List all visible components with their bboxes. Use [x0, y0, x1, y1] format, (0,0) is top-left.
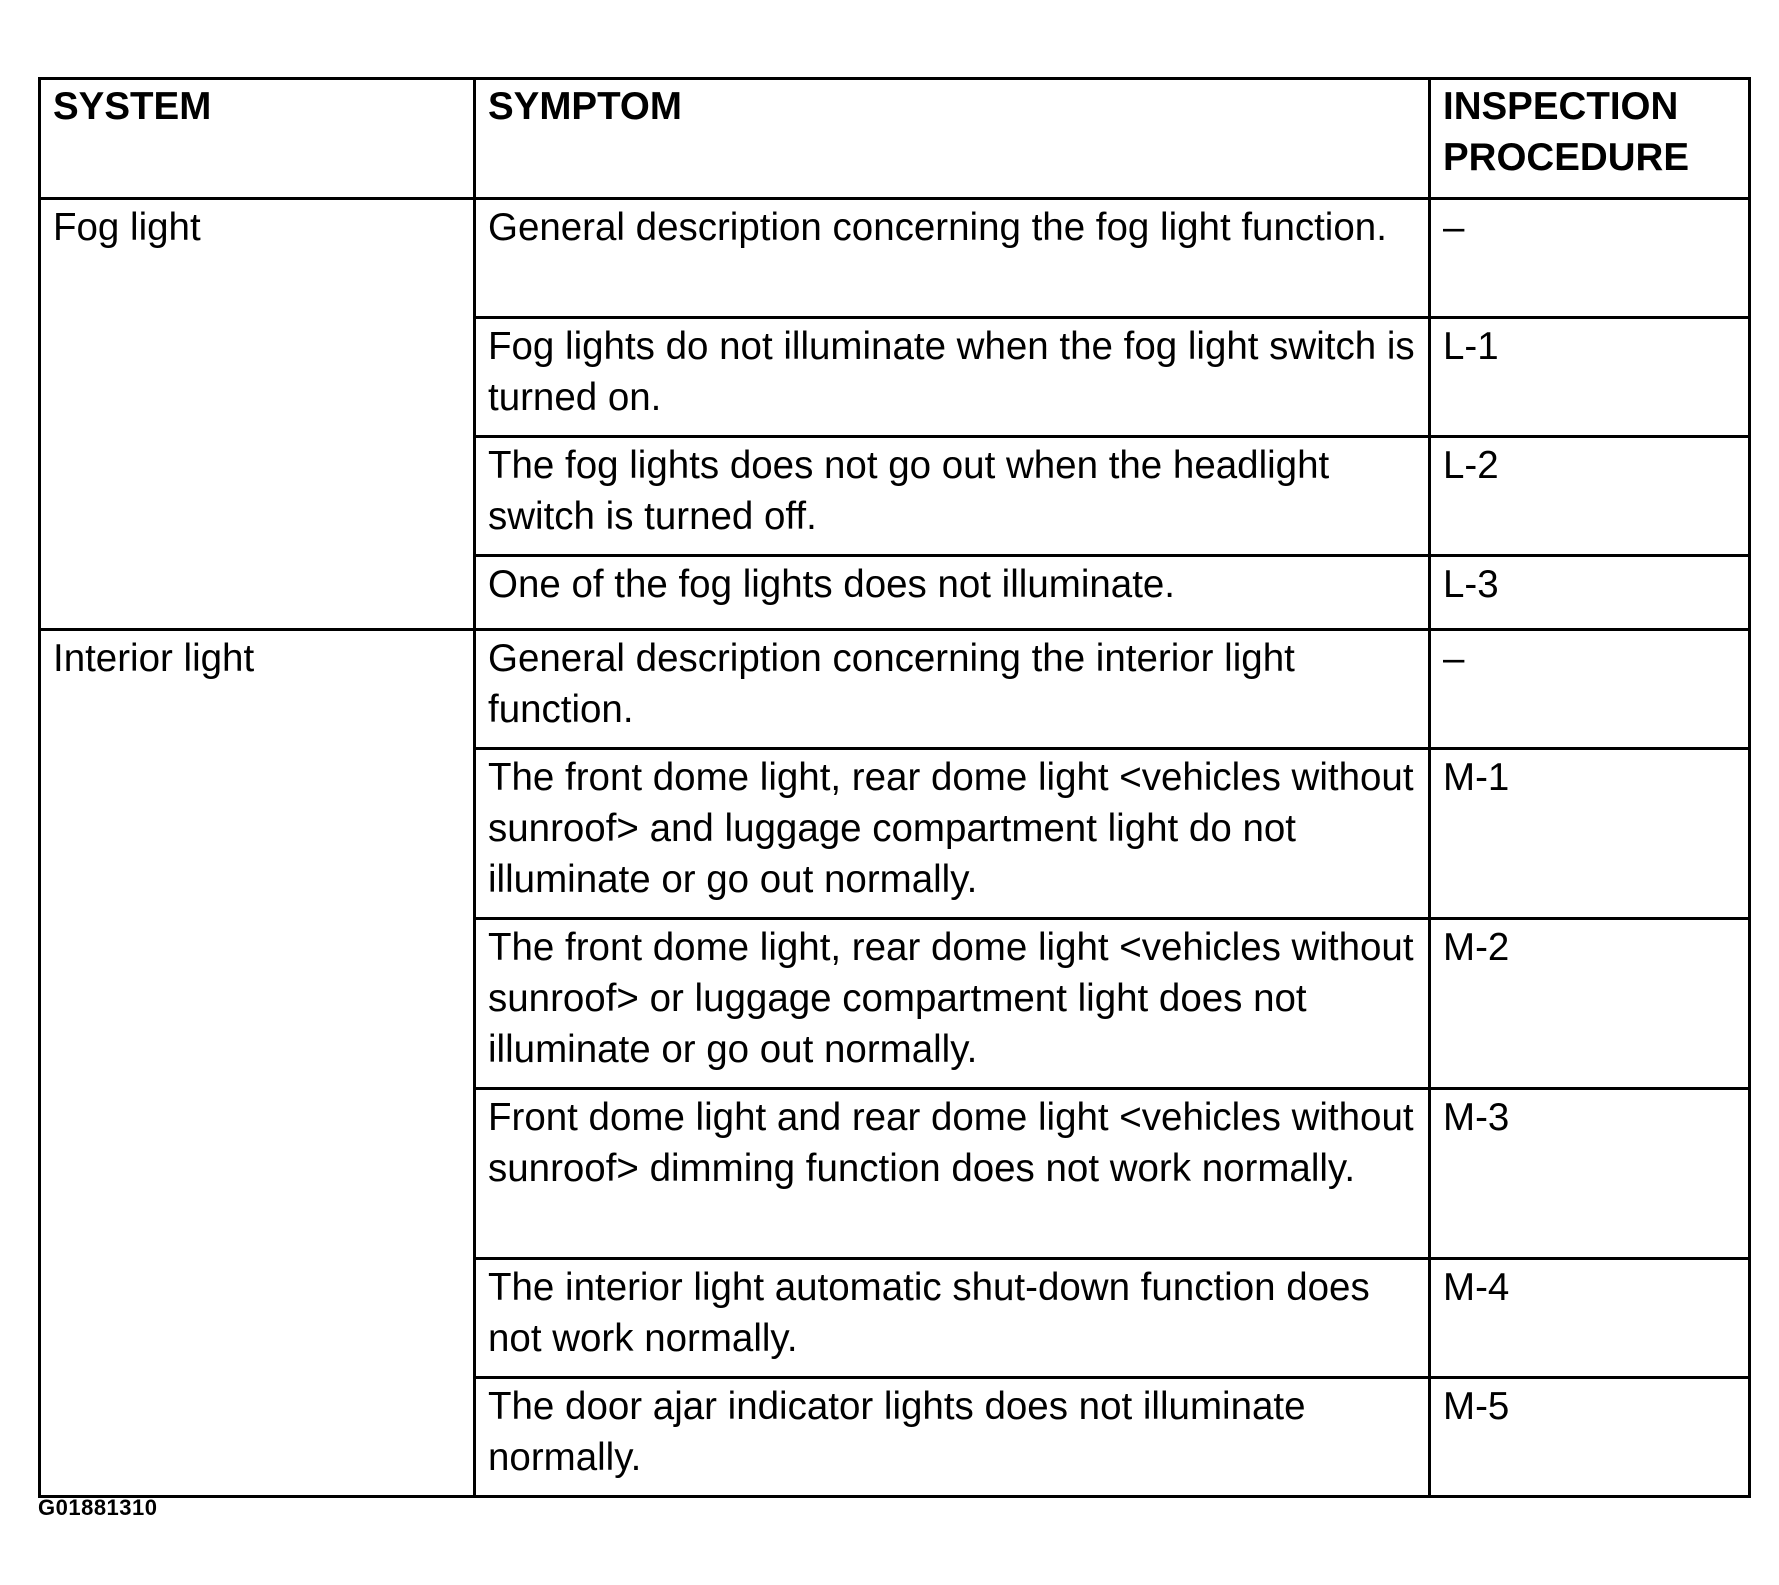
symptom-cell: The interior light automatic shut-down function does not work normally.: [475, 1259, 1430, 1378]
table-row: [40, 630, 1750, 749]
procedure-cell: M-2: [1430, 919, 1750, 1089]
header-procedure-line2: PROCEDURE: [1443, 136, 1690, 179]
procedure-cell: L-2: [1430, 437, 1750, 556]
symptom-table: [38, 77, 1751, 1498]
table-row: [40, 199, 1750, 318]
symptom-table-container: [38, 77, 1748, 1498]
procedure-cell: M-5: [1430, 1378, 1750, 1497]
procedure-cell: –: [1430, 199, 1750, 318]
symptom-cell: General description concerning the interior light function.: [475, 630, 1430, 749]
procedure-cell: L-1: [1430, 318, 1750, 437]
procedure-cell: M-1: [1430, 749, 1750, 919]
table-header-row: [40, 79, 1750, 199]
header-symptom: SYMPTOM: [475, 79, 1430, 199]
symptom-cell: General description concerning the fog light function.: [475, 199, 1430, 318]
system-interior-light: Interior light: [40, 630, 475, 1497]
header-procedure-line1: INSPECTION: [1443, 85, 1679, 128]
symptom-cell: The fog lights does not go out when the headlight switch is turned off.: [475, 437, 1430, 556]
symptom-cell: Front dome light and rear dome light <vehicles without sunroof> dimming function does not work normally.: [475, 1089, 1430, 1259]
symptom-cell: The front dome light, rear dome light <vehicles without sunroof> and luggage compartment light do not illuminate or go out normally.: [475, 749, 1430, 919]
procedure-cell: M-4: [1430, 1259, 1750, 1378]
procedure-cell: L-3: [1430, 556, 1750, 630]
symptom-cell: Fog lights do not illuminate when the fog light switch is turned on.: [475, 318, 1430, 437]
symptom-cell: The front dome light, rear dome light <vehicles without sunroof> or luggage compartment light does not illuminate or go out normally.: [475, 919, 1430, 1089]
symptom-cell: One of the fog lights does not illuminate.: [475, 556, 1430, 630]
system-fog-light: Fog light: [40, 199, 475, 630]
procedure-cell: –: [1430, 630, 1750, 749]
symptom-cell: The door ajar indicator lights does not illuminate normally.: [475, 1378, 1430, 1497]
figure-code: G01881310: [38, 1495, 158, 1520]
header-system: SYSTEM: [40, 79, 475, 199]
procedure-cell: M-3: [1430, 1089, 1750, 1259]
header-inspection-procedure: [1430, 79, 1750, 199]
